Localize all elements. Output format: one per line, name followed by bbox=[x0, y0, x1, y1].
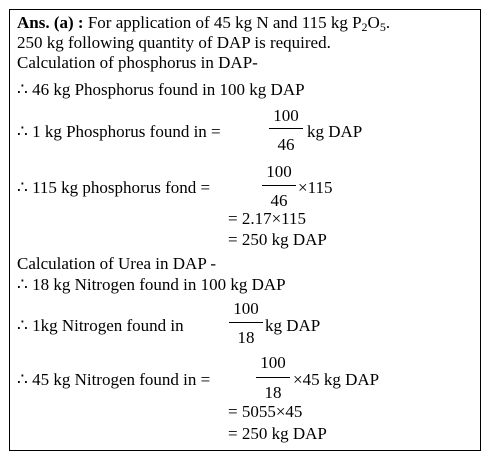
urea-step-2-numerator: 100 bbox=[233, 299, 259, 318]
phosphorus-step-2-denominator: 46 bbox=[277, 135, 295, 154]
urea-step-3-suffix: ×45 kg DAP bbox=[293, 370, 380, 389]
urea-step-2-suffix: kg DAP bbox=[265, 316, 321, 335]
phosphorus-step-3-prefix: ∴ 115 kg phosphorus fond = bbox=[17, 178, 211, 197]
answer-label: Ans. (a) : bbox=[17, 13, 84, 32]
urea-step-2-prefix: ∴ 1kg Nitrogen found in bbox=[17, 316, 184, 335]
answer-intro-text: For application of 45 kg N and 115 kg P bbox=[83, 13, 362, 32]
urea-step-3-denominator: 18 bbox=[264, 383, 282, 402]
phosphorus-step-5: = 250 kg DAP bbox=[228, 230, 327, 249]
answer-intro-line bbox=[17, 13, 390, 33]
urea-step-3-prefix: ∴ 45 kg Nitrogen found in = bbox=[17, 370, 211, 389]
phosphorus-step-3-denominator: 46 bbox=[270, 191, 288, 210]
phosphorus-step-4: = 2.17×115 bbox=[228, 209, 307, 228]
p2o5-period: . bbox=[385, 13, 391, 32]
phosphorus-step-2-numerator: 100 bbox=[273, 106, 299, 125]
phosphorus-step-3-fraction-bar bbox=[262, 185, 296, 186]
answer-line-2: 250 kg following quantity of DAP is required. bbox=[17, 33, 331, 52]
urea-step-2-denominator: 18 bbox=[237, 328, 255, 347]
urea-step-1: ∴ 18 kg Nitrogen found in 100 kg DAP bbox=[17, 275, 286, 294]
phosphorus-heading: Calculation of phosphorus in DAP- bbox=[17, 53, 258, 72]
urea-step-3-numerator: 100 bbox=[260, 353, 286, 372]
p2o5-subscript-2: 2 bbox=[361, 20, 368, 34]
phosphorus-step-2-prefix: ∴ 1 kg Phosphorus found in = bbox=[17, 122, 221, 141]
phosphorus-step-1: ∴ 46 kg Phosphorus found in 100 kg DAP bbox=[17, 80, 305, 99]
phosphorus-step-3-suffix: ×115 bbox=[298, 178, 333, 197]
answer-box bbox=[9, 9, 481, 451]
urea-step-3-fraction-bar bbox=[256, 377, 290, 378]
urea-step-2-fraction-bar bbox=[229, 322, 263, 323]
phosphorus-step-3-numerator: 100 bbox=[266, 162, 292, 181]
phosphorus-step-2-suffix: kg DAP bbox=[307, 122, 363, 141]
p2o5-subscript-5: 5 bbox=[379, 20, 386, 34]
urea-heading: Calculation of Urea in DAP - bbox=[17, 254, 217, 273]
phosphorus-step-2-fraction-bar bbox=[269, 128, 303, 129]
urea-step-5: = 250 kg DAP bbox=[228, 424, 327, 443]
p2o5-oxygen: O bbox=[367, 13, 380, 32]
urea-step-4: = 5055×45 bbox=[228, 402, 303, 421]
